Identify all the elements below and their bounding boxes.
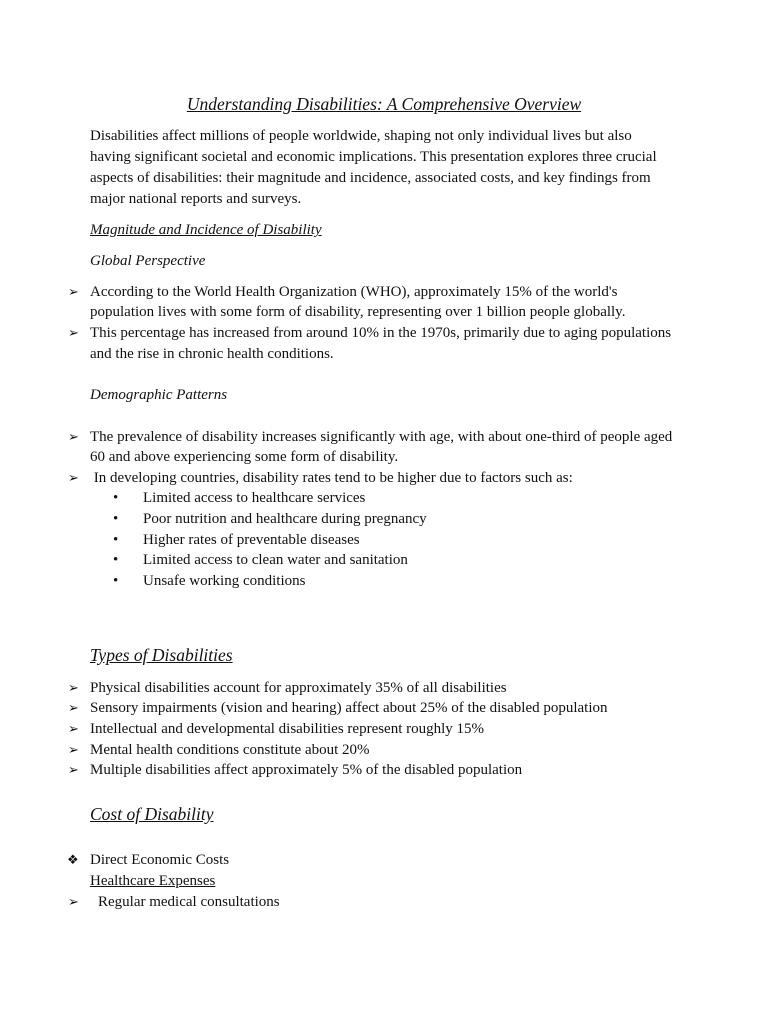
bullet-text: According to the World Health Organization (WHO), approximately 15% of the world's (90, 284, 618, 300)
intro-line: aspects of disabilities: their magnitude and incidence, associated costs, and key findings from (90, 170, 651, 186)
bullet-text: 60 and above experiencing some form of disability. (90, 449, 399, 465)
type-item: Mental health conditions constitute about 20% (90, 742, 370, 758)
factor-item: Limited access to healthcare services (143, 490, 366, 506)
cost-category: Direct Economic Costs (90, 852, 230, 868)
arrow-bullet-icon: ➢ (68, 680, 79, 695)
dot-bullet-icon: • (113, 573, 119, 589)
intro-line: having significant societal and economic implications. This presentation explores three crucial (90, 149, 657, 165)
factor-item: Unsafe working conditions (143, 573, 306, 589)
bullet-text: This percentage has increased from around 10% in the 1970s, primarily due to aging populations (90, 325, 672, 341)
section-heading-magnitude: Magnitude and Incidence of Disability (90, 222, 322, 238)
factor-item: Poor nutrition and healthcare during pregnancy (143, 511, 427, 527)
arrow-bullet-icon: ➢ (68, 894, 79, 909)
section-heading-types: Types of Disabilities (90, 645, 233, 665)
dot-bullet-icon: • (113, 532, 119, 548)
type-item: Sensory impairments (vision and hearing) affect about 25% of the disabled population (90, 700, 608, 716)
bullet-text: population lives with some form of disability, representing over 1 billion people globally. (90, 304, 626, 320)
intro-line: Disabilities affect millions of people worldwide, shaping not only individual lives but also (90, 128, 632, 144)
factor-item: Higher rates of preventable diseases (143, 532, 360, 548)
arrow-bullet-icon: ➢ (68, 325, 79, 340)
factor-item: Limited access to clean water and sanitation (143, 552, 408, 568)
cost-subheading: Healthcare Expenses (90, 873, 216, 889)
arrow-bullet-icon: ➢ (68, 742, 79, 757)
document-title: Understanding Disabilities: A Comprehensive Overview (186, 94, 582, 114)
diamond-bullet-icon: ❖ (67, 852, 79, 867)
type-item: Multiple disabilities affect approximately 5% of the disabled population (90, 762, 523, 778)
subheading-global: Global Perspective (90, 253, 206, 269)
intro-line: major national reports and surveys. (90, 191, 302, 207)
cost-item: Regular medical consultations (98, 894, 280, 910)
dot-bullet-icon: • (113, 552, 119, 568)
bullet-text: The prevalence of disability increases significantly with age, with about one-third of people aged (90, 429, 673, 445)
bullet-text: and the rise in chronic health conditions. (90, 346, 334, 362)
type-item: Physical disabilities account for approximately 35% of all disabilities (90, 680, 507, 696)
subheading-demographic: Demographic Patterns (90, 387, 228, 403)
arrow-bullet-icon: ➢ (68, 284, 79, 299)
arrow-bullet-icon: ➢ (68, 470, 79, 485)
type-item: Intellectual and developmental disabilities represent roughly 15% (90, 721, 485, 737)
dot-bullet-icon: • (113, 490, 119, 506)
arrow-bullet-icon: ➢ (68, 700, 79, 715)
arrow-bullet-icon: ➢ (68, 762, 79, 777)
bullet-text: In developing countries, disability rates tend to be higher due to factors such as: (90, 470, 573, 486)
section-heading-cost: Cost of Disability (90, 804, 214, 824)
dot-bullet-icon: • (113, 511, 119, 527)
arrow-bullet-icon: ➢ (68, 721, 79, 736)
arrow-bullet-icon: ➢ (68, 429, 79, 444)
